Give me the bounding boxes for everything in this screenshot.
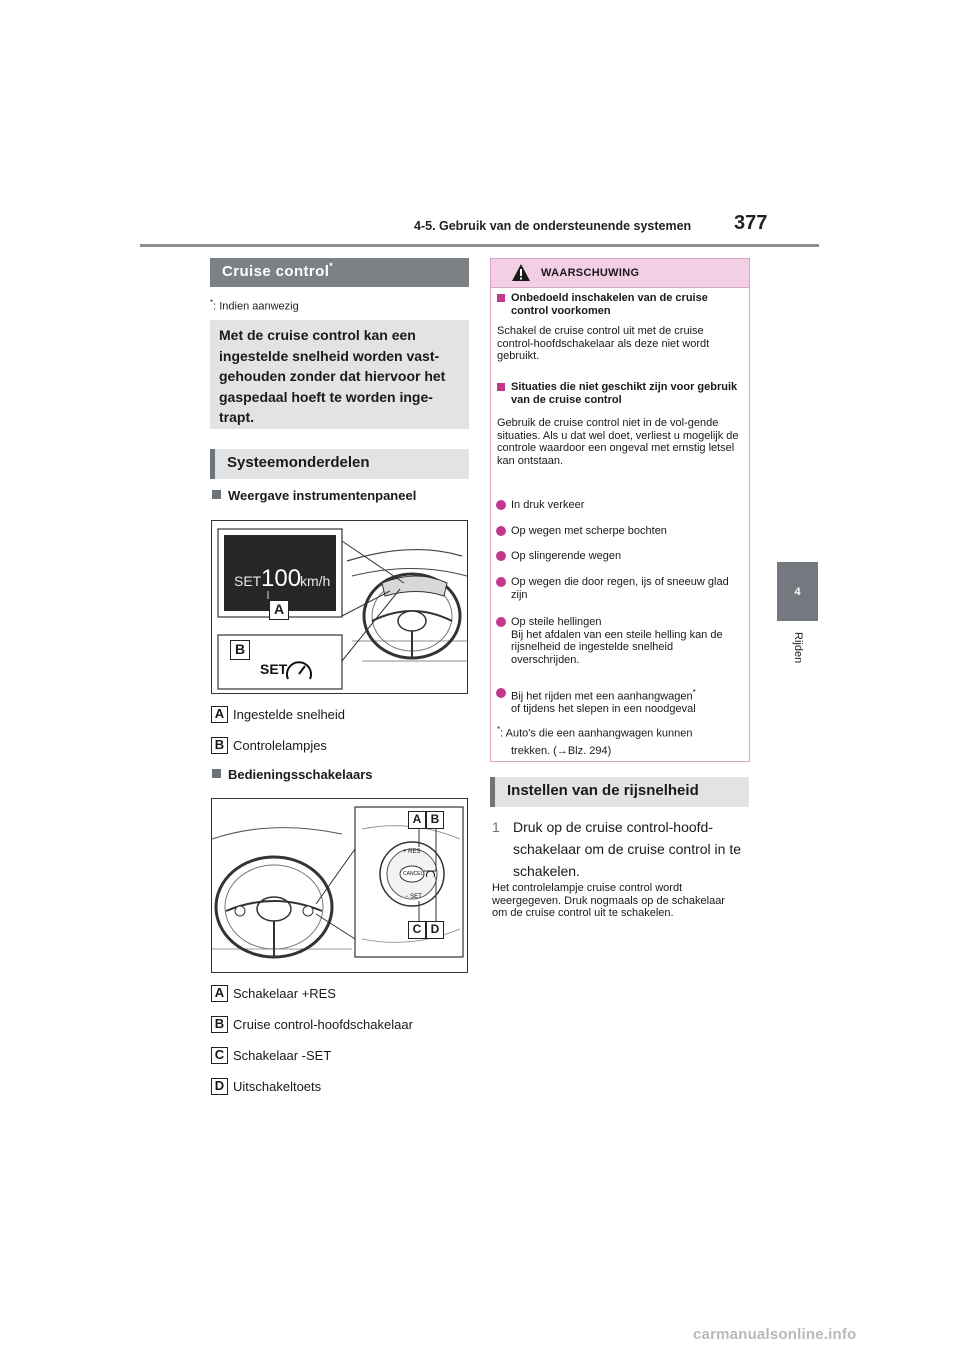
warning-subheading [511,381,741,406]
legend-text: Cruise control-hoofdschakelaar [233,1017,413,1032]
page-reference-link[interactable]: trekken. (→Blz. 294) [511,744,612,757]
callout-a: A [269,600,289,620]
page-number: 377 [734,212,768,234]
legend-letter: A [211,706,228,723]
legend-item [211,1078,321,1095]
step-note: Het controlelampje cruise control wordt weergegeven. Druk nogmaals op de schakelaar om de cruise control uit te schakelen. [492,882,725,919]
legend-letter: B [211,737,228,754]
warning-bullet-text: Op wegen die door regen, ijs of sneeuw glad zijn [511,576,729,601]
warning-subheading-text: Onbedoeld inschakelen van de cruise control voorkomen [511,292,708,317]
warning-subheading-text: Situaties die niet geschikt zijn voor gebruik van de cruise control [511,381,738,406]
round-bullet-icon [496,688,506,698]
intro-summary: Met de cruise control kan een ingestelde snelheid worden vast-gehouden zonder dat hiervoor het gaspedaal hoeft te worden inge-trapt. [210,320,469,429]
warning-bullet [511,499,739,512]
square-bullet-icon [497,383,505,391]
display-set-text: SET [234,573,262,589]
indicator-set-text: SET [260,661,288,677]
warning-title: WAARSCHUWING [541,267,640,279]
legend-item [211,706,345,723]
warning-bullet-detail: Bij het afdalen van een steile helling kan de rijsnelheid de ingestelde snelheid overschrijden. [511,628,723,666]
legend-letter: D [211,1078,228,1095]
legend-item [211,1016,413,1033]
callout-b: B [230,640,250,660]
warning-bullet-text: Bij het rijden met een aanhangwagen [511,690,693,703]
warning-paragraph: Schakel de cruise control uit met de cruise control-hoofdschakelaar als deze niet wordt gebruikt. [497,325,710,362]
section-heading-components: Systeemonderdelen [210,449,469,479]
square-bullet-icon [212,490,221,499]
warning-header [491,259,749,288]
callout-c: C [408,921,426,939]
warning-bullet-text: Op steile hellingen [511,616,602,628]
warning-paragraph: Gebruik de cruise control niet in de vol-gende situaties. Als u dat wel doet, verliest u mogelijk de controle waardoor een ongeval met ernstig letsel kan ontstaan. [497,417,739,467]
legend-text: Uitschakeltoets [233,1079,322,1094]
warning-triangle-icon [511,263,531,282]
legend-letter: B [211,1016,228,1033]
title-asterisk: * [329,261,334,271]
cancel-label: CANCEL [403,871,424,877]
round-bullet-icon [496,577,506,587]
page-title [210,258,469,287]
display-speed-value: 100 [261,565,302,592]
warning-bullet [511,687,739,716]
footnote-text: : Indien aanwezig [213,300,299,313]
running-header: 4-5. Gebruik van de ondersteunende systemen [414,219,692,233]
section-heading-speed: Instellen van de rijsnelheid [490,777,749,807]
warning-bullet-text: In druk verkeer [511,499,585,511]
callout-a: A [408,811,426,829]
header-rule [140,244,819,247]
warning-bullet-text: Op slingerende wegen [511,550,622,562]
warning-bullet [511,550,739,563]
warning-bullet-asterisk: * [692,688,696,697]
availability-footnote [210,298,299,313]
chapter-tab[interactable]: 4 [777,562,818,621]
legend-letter: C [211,1047,228,1064]
display-speed-unit: km/h [300,573,331,589]
legend-text: Controlelampjes [233,738,327,753]
warning-subheading [511,292,741,317]
square-bullet-icon [497,294,505,302]
callout-d: D [426,921,444,939]
round-bullet-icon [496,617,506,627]
warning-box [490,258,750,762]
legend-text: Schakelaar -SET [233,1048,332,1063]
instrument-panel-figure [211,520,468,694]
warning-footnote-text: : Auto's die een aanhangwagen kunnen [500,727,693,740]
warning-bullet-detail: of tijdens het slepen in een noodgeval [511,703,696,716]
warning-bullet [511,525,739,538]
legend-item [211,1047,331,1064]
footnote-marker: * [210,298,214,307]
round-bullet-icon [496,500,506,510]
step-text: Druk op de cruise control-hoofd-schakelaar om de cruise control in te schakelen. [513,819,741,879]
step-number: 1 [492,819,500,835]
watermark: carmanualsonline.info [693,1326,857,1343]
round-bullet-icon [496,551,506,561]
page-title-text: Cruise control [222,263,330,280]
square-bullet-icon [212,769,221,778]
warning-footnote-marker: * [497,725,501,734]
instrument-panel-illustration [212,521,468,694]
control-switches-figure [211,798,468,973]
round-bullet-icon [496,526,506,536]
legend-letter: A [211,985,228,1002]
display-heading-text: Weergave instrumentenpaneel [228,488,417,503]
warning-bullet-text: Op wegen met scherpe bochten [511,525,667,537]
legend-text: Ingestelde snelheid [233,707,346,722]
set-label: − SET [405,894,422,900]
res-label: + RES [403,849,421,855]
warning-bullet [511,616,739,666]
legend-item [211,985,336,1002]
switch-heading-text: Bedieningsschakelaars [228,767,373,782]
warning-bullet [511,576,739,601]
chapter-label: Rijden [792,632,804,664]
switch-heading [212,767,373,782]
legend-item [211,737,327,754]
legend-text: Schakelaar +RES [233,986,336,1001]
warning-footnote [497,721,743,760]
display-heading [212,488,416,503]
callout-b: B [426,811,444,829]
